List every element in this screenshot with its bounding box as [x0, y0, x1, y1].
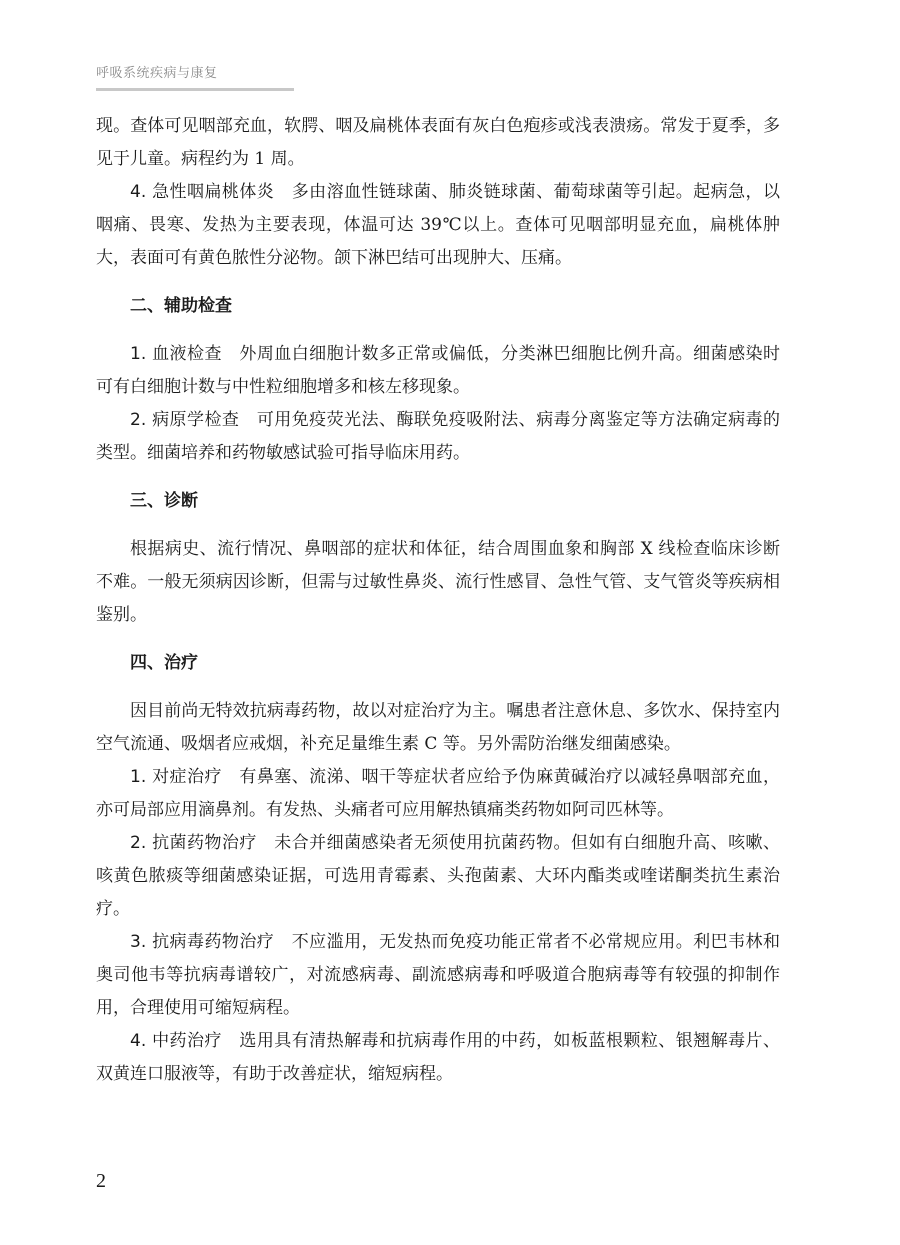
section-heading-diagnosis: 三、诊断 [130, 491, 198, 511]
paragraph-antibacterial [96, 827, 780, 926]
paragraph-blood-test [96, 338, 780, 404]
paragraph-symptomatic [96, 761, 780, 827]
header-rule [96, 88, 294, 91]
item-text: 选用具有清热解毒和抗病毒作用的中药，如板蓝根颗粒、银翘解毒片、双黄连口服液等，有助于改善症状，缩短病程。 [96, 1031, 781, 1084]
paragraph-continuation: 现。查体可见咽部充血，软腭、咽及扁桃体表面有灰白色疱疹或浅表溃疡。常发于夏季，多见于儿童。病程约为 1 周。 [96, 116, 780, 169]
item-text: 未合并细菌感染者无须使用抗菌药物。但如有白细胞升高、咳嗽、咳黄色脓痰等细菌感染证据，可选用青霉素、头孢菌素、大环内酯类或喹诺酮类抗生素治疗。 [96, 833, 781, 919]
item-text: 外周血白细胞计数多正常或偏低，分类淋巴细胞比例升高。细菌感染时可有白细胞计数与中性粒细胞增多和核左移现象。 [96, 344, 781, 397]
item-title: 4. 急性咽扁桃体炎 [130, 182, 275, 202]
section-heading-auxiliary-exam: 二、辅助检查 [130, 296, 232, 316]
item-text: 有鼻塞、流涕、咽干等症状者应给予伪麻黄碱治疗以减轻鼻咽部充血，亦可局部应用滴鼻剂。有发热、头痛者可应用解热镇痛类药物如阿司匹林等。 [96, 767, 781, 820]
paragraph-diagnosis: 根据病史、流行情况、鼻咽部的症状和体征，结合周围血象和胸部 X 线检查临床诊断不难。一般无须病因诊断，但需与过敏性鼻炎、流行性感冒、急性气管、支气管炎等疾病相鉴别。 [96, 539, 780, 625]
item-text: 多由溶血性链球菌、肺炎链球菌、葡萄球菌等引起。起病急，以咽痛、畏寒、发热为主要表现，体温可达 39℃以上。查体可见咽部明显充血，扁桃体肿大，表面可有黄色脓性分泌物。颌下淋巴结可出现肿大、压痛。 [96, 182, 781, 268]
item-title: 4. 中药治疗 [130, 1031, 222, 1051]
item-title: 1. 血液检查 [130, 344, 222, 364]
paragraph-tcm [96, 1025, 780, 1091]
item-title: 1. 对症治疗 [130, 767, 222, 787]
paragraph-etiology-test [96, 404, 780, 470]
paragraph-treatment-intro: 因目前尚无特效抗病毒药物，故以对症治疗为主。嘱患者注意休息、多饮水、保持室内空气流通、吸烟者应戒烟，补充足量维生素 C 等。另外需防治继发细菌感染。 [96, 701, 780, 754]
paragraph-antiviral [96, 926, 780, 1025]
item-title: 2. 抗菌药物治疗 [130, 833, 257, 853]
item-text: 可用免疫荧光法、酶联免疫吸附法、病毒分离鉴定等方法确定病毒的类型。细菌培养和药物敏感试验可指导临床用药。 [96, 410, 781, 463]
running-header: 呼吸系统疾病与康复 [96, 66, 218, 81]
item-text: 不应滥用，无发热而免疫功能正常者不必常规应用。利巴韦林和奥司他韦等抗病毒谱较广，对流感病毒、副流感病毒和呼吸道合胞病毒等有较强的抑制作用，合理使用可缩短病程。 [96, 932, 781, 1018]
section-heading-treatment: 四、治疗 [130, 653, 198, 673]
paragraph-pharyngotonsillitis [96, 176, 780, 275]
item-title: 2. 病原学检查 [130, 410, 240, 430]
item-title: 3. 抗病毒药物治疗 [130, 932, 275, 952]
page-body [96, 110, 780, 1091]
page-number: 2 [96, 1170, 106, 1192]
